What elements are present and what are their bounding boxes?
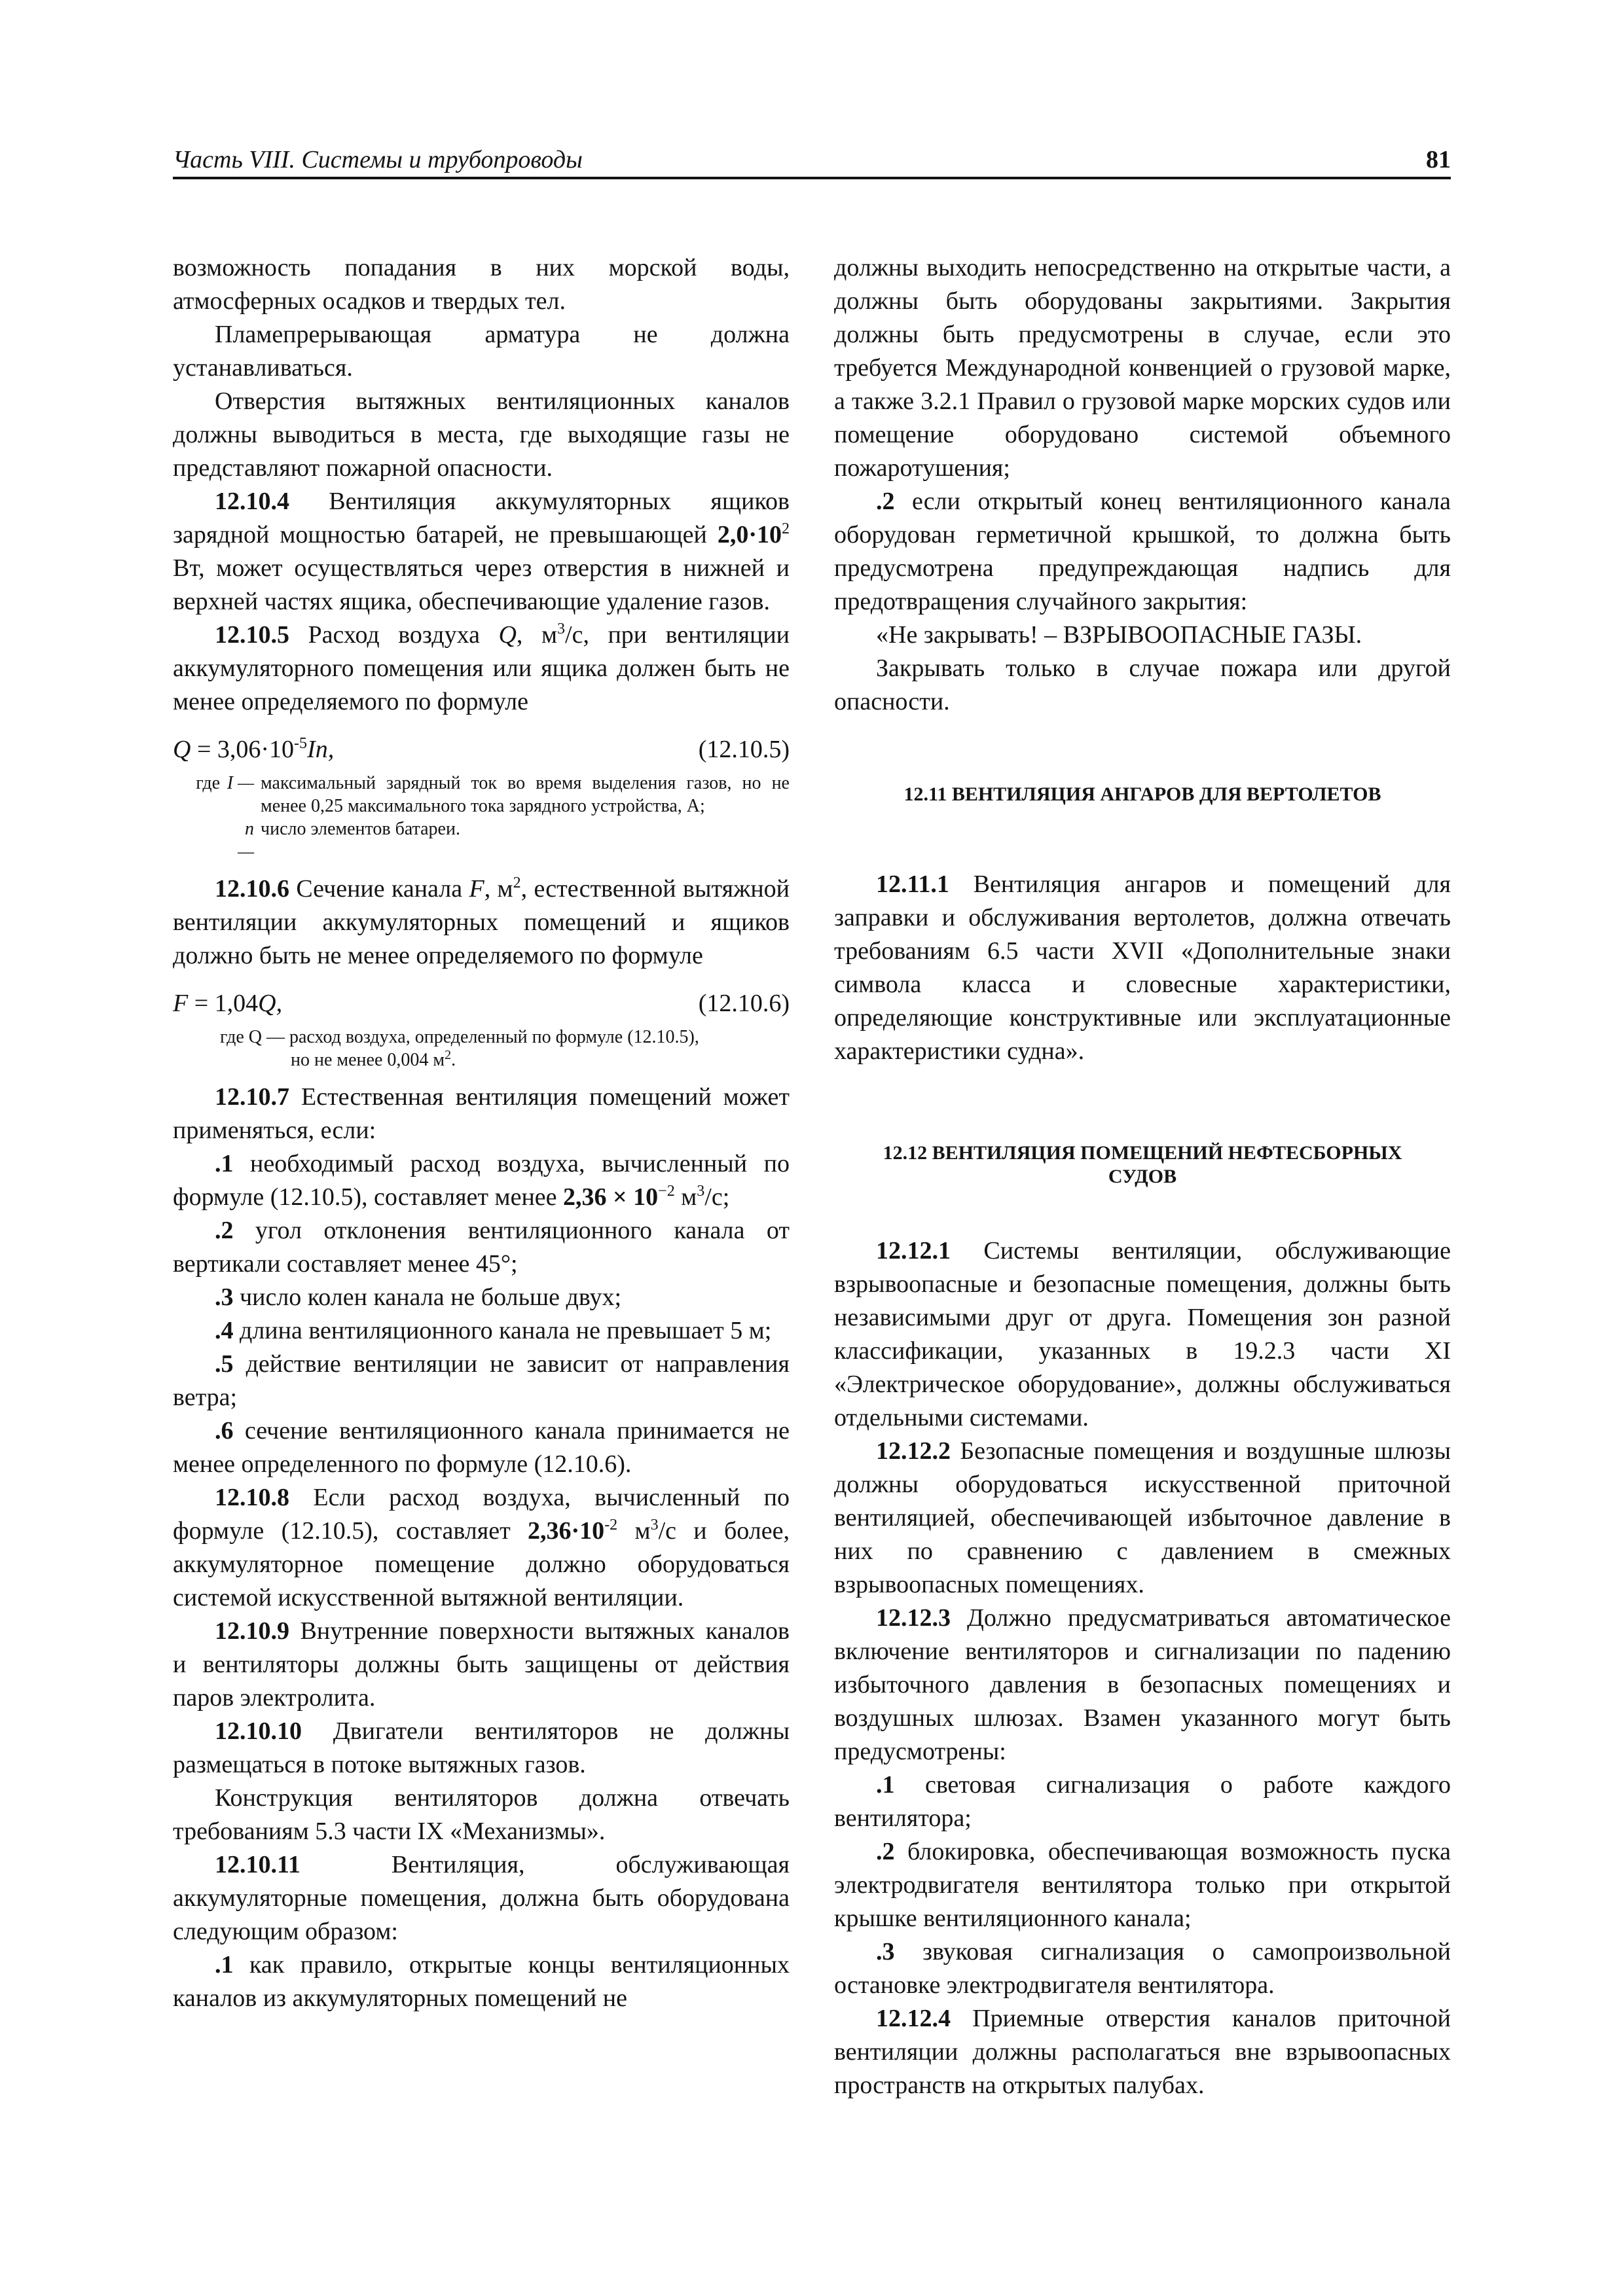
list-item: .3 звуковая сигнализация о самопроизвольной остановке электродвигателя вентилятора. [834, 1938, 1451, 1999]
formula-number: (12.10.6) [698, 990, 790, 1017]
clause-number: 12.10.5 [215, 621, 289, 649]
paragraph: Отверстия вытяжных вентиляционных каналов должны выводиться в места, где выходящие газы не представляют пожарной опасности. [173, 387, 790, 482]
clause-number: 12.10.9 [215, 1617, 289, 1645]
formula-legend: где Q — расход воздуха, определенный по формуле (12.10.5), но не менее 0,004 $м^2$. [220, 1027, 699, 1070]
list-item: .2 угол отклонения вентиляционного канала от вертикали составляет менее 45°; [173, 1217, 790, 1278]
list-item: .2 блокировка, обеспечивающая возможность пуска электродвигателя вентилятора только при открытой крышке вентиляционного канала; [834, 1838, 1451, 1932]
formula-12-10-6: F = 1,04Q, (12.10.6) [173, 987, 790, 1020]
clause-12-10-4: 12.10.4 Вентиляция аккумуляторных ящиков зарядной мощностью батарей, не превышающей $2,0\cdot 10^2$ Вт, может осуществляться через отверстия в нижней и верхней частях ящика, обеспечивающие удаление газов. [173, 488, 790, 615]
clause-12-10-6: 12.10.6 Сечение канала F, $м^2$, естественной вытяжной вентиляции аккумуляторных помещений и ящиков должно быть не менее определяемого по формуле [173, 874, 790, 969]
right-column [834, 251, 1451, 2102]
section-heading-12-11: 12.11 ВЕНТИЛЯЦИЯ АНГАРОВ ДЛЯ ВЕРТОЛЕТОВ [903, 783, 1381, 805]
part-title: Часть VIII. Системы и трубопроводы [173, 146, 583, 173]
clause-12-12-1: 12.12.1 Системы вентиляции, обслуживающие взрывоопасные и безопасные помещения, должны быть независимыми друг от друга. Помещения зон разной классификации, указанных в 19.2.3 части XI «Электрическое оборудование», должны обслуживаться отдельными системами. [834, 1237, 1451, 1431]
clause-12-10-11: 12.10.11 Вентиляция, обслуживающая аккумуляторные помещения, должна быть оборудована следующим образом: [173, 1851, 790, 1945]
paragraph: должны выходить непосредственно на открытые части, а должны быть оборудованы закрытиями. Закрытия должны быть предусмотрены в случае, если это требуется Международной конвенцией о грузовой марке, а также 3.2.1 Правил о грузовой марке морских судов или помещение оборудовано системой объемного пожаротушения; [834, 254, 1451, 482]
clause-number: 12.10.7 [215, 1083, 289, 1111]
paragraph: возможность попадания в них морской воды, атмосферных осадков и твердых тел. [173, 254, 790, 315]
list-item: .1 световая сигнализация о работе каждого вентилятора; [834, 1771, 1451, 1832]
clause-12-12-3: 12.12.3 Должно предусматриваться автоматическое включение вентиляторов и сигнализации по падению избыточного давления в безопасных помещениях и воздушных шлюзах. Взамен указанного могут быть предусмотрены: [834, 1604, 1451, 1765]
list-item: .1 как правило, открытые концы вентиляционных каналов из аккумуляторных помещений не [173, 1951, 790, 2012]
clause-12-10-9: 12.10.9 Внутренние поверхности вытяжных каналов и вентиляторы должны быть защищены от действия паров электролита. [173, 1617, 790, 1712]
clause-number: 12.12.2 [876, 1437, 951, 1465]
clause-12-10-10: 12.10.10 Двигатели вентиляторов не должны размещаться в потоке вытяжных газов. [173, 1717, 790, 1778]
clause-number: 12.12.3 [876, 1604, 951, 1632]
header-rule [173, 177, 1451, 179]
clause-12-10-5: 12.10.5 Расход воздуха Q, $м^3/с$, при вентиляции аккумуляторного помещения или ящика должен быть не менее определяемого по формуле [173, 620, 790, 715]
list-item: .2 если открытый конец вентиляционного канала оборудован герметичной крышкой, то должна быть предусмотрена предупреждающая надпись для предотвращения случайного закрытия: [834, 488, 1451, 615]
running-header [173, 145, 1451, 178]
list-item: .5 действие вентиляции не зависит от направления ветра; [173, 1350, 790, 1411]
warning-text: «Не закрывать! – ВЗРЫВООПАСНЫЕ ГАЗЫ. [876, 621, 1362, 649]
clause-number: 12.10.8 [215, 1484, 289, 1511]
list-item: .4 длина вентиляционного канала не превышает 5 м; [215, 1317, 772, 1344]
formula-12-10-5: $Q = 3,06\cdot 10^{-5}In$, (12.10.5) [173, 733, 790, 766]
left-column [173, 251, 790, 2015]
clause-number: 12.10.11 [215, 1851, 301, 1878]
clause-12-12-2: 12.12.2 Безопасные помещения и воздушные шлюзы должны оборудоваться искусственной приточной вентиляцией, обеспечивающей избыточное давление в них по сравнению с давлением в смежных взрывоопасных помещениях. [834, 1437, 1451, 1598]
page-number: 81 [1426, 146, 1451, 173]
formula-legend: где I — максимальный зарядный ток во время выделения газов, но не менее 0,25 максимального тока зарядного устройства, А; n — число элементов батареи. [196, 773, 790, 862]
paragraph: Закрывать только в случае пожара или другой опасности. [834, 655, 1451, 715]
clause-number: 12.12.1 [876, 1237, 951, 1265]
clause-number: 12.11.1 [876, 870, 949, 898]
clause-number: 12.10.4 [215, 488, 289, 515]
paragraph: Конструкция вентиляторов должна отвечать требованиям 5.3 части IX «Механизмы». [173, 1784, 790, 1845]
list-item: .6 сечение вентиляционного канала принимается не менее определенного по формуле (12.10.6). [173, 1417, 790, 1478]
clause-number: 12.10.6 [215, 875, 289, 903]
list-item: .1 необходимый расход воздуха, вычисленный по формуле (12.10.5), составляет менее $2,36 \times 10^{-2}$ $м^3/с$; [173, 1150, 790, 1211]
paragraph: Пламепрерывающая арматура не должна устанавливаться. [173, 321, 790, 382]
clause-12-10-8: 12.10.8 Если расход воздуха, вычисленный по формуле (12.10.5), составляет $2,36\cdot 10^{-2}$ $м^3/с$ и более, аккумуляторное помещение должно оборудоваться системой искусственной вытяжной вентиляции. [173, 1484, 790, 1611]
section-heading-12-12-cont: СУДОВ [1108, 1166, 1177, 1187]
clause-12-10-7: 12.10.7 Естественная вентиляция помещений может применяться, если: [173, 1083, 790, 1144]
list-item: .3 число колен канала не больше двух; [215, 1283, 622, 1311]
clause-12-11-1: 12.11.1 Вентиляция ангаров и помещений для заправки и обслуживания вертолетов, должна отвечать требованиям 6.5 части XVII «Дополнительные знаки символа класса и словесные характеристики, определяющие конструктивные или эксплуатационные характеристики судна». [834, 870, 1451, 1065]
clause-number: 12.10.10 [215, 1717, 302, 1745]
clause-number: 12.12.4 [876, 2005, 951, 2032]
clause-12-12-4: 12.12.4 Приемные отверстия каналов приточной вентиляции должны располагаться вне взрывоопасных пространств на открытых палубах. [834, 2005, 1451, 2099]
section-heading-12-12: 12.12 ВЕНТИЛЯЦИЯ ПОМЕЩЕНИЙ НЕФТЕСБОРНЫХ [883, 1142, 1402, 1164]
formula-number: (12.10.5) [698, 736, 790, 763]
